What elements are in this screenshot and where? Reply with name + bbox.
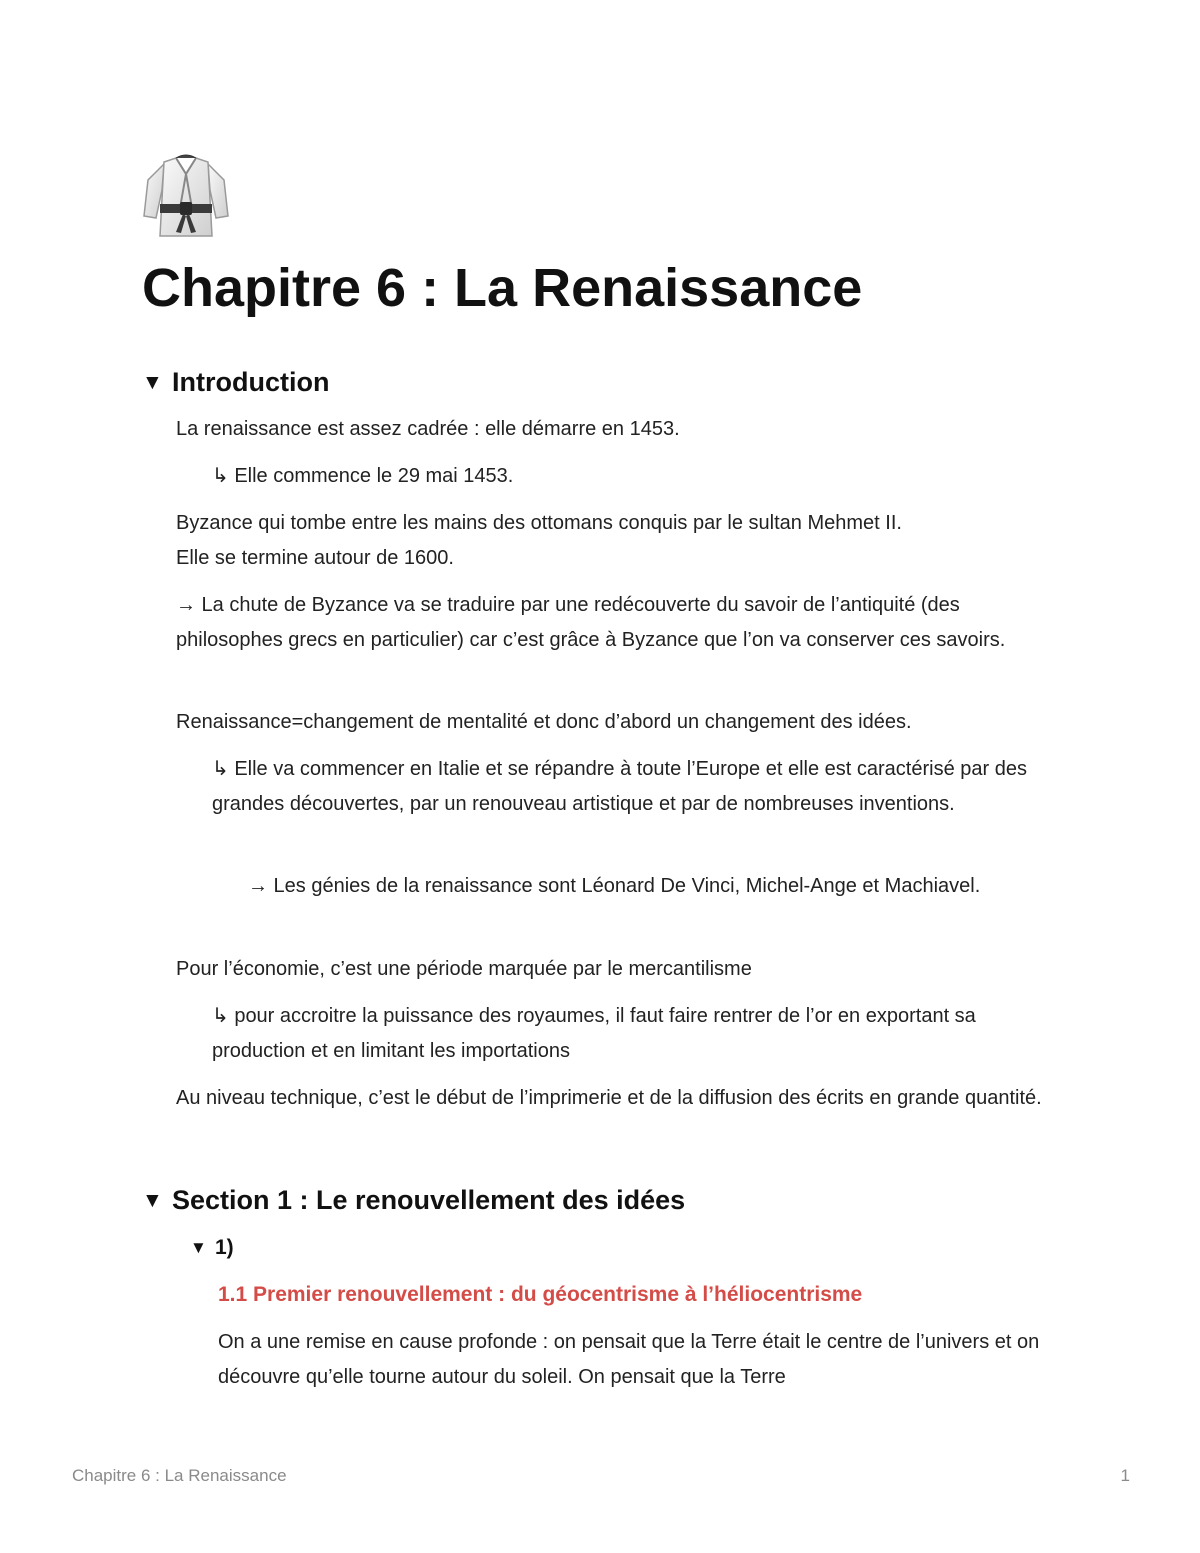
page-title: Chapitre 6 : La Renaissance — [142, 258, 863, 318]
subheading-1-1: 1.1 Premier renouvellement : du géocentrisme à l’héliocentrisme — [218, 1283, 863, 1306]
toggle-introduction-label: Introduction — [172, 367, 330, 397]
intro-paragraph-7: → Les génies de la renaissance sont Léonard De Vinci, Michel-Ange et Machiavel. — [248, 875, 981, 897]
toggle-section-1[interactable] — [142, 1182, 685, 1219]
toggle-introduction[interactable] — [142, 364, 329, 401]
intro-paragraph-9: ↳ pour accroitre la puissance des royaumes, il faut faire rentrer de l’or en exportant sa production et en limitant les importations — [212, 1005, 976, 1062]
toggle-subsection-1[interactable] — [190, 1233, 234, 1263]
intro-paragraph-4: → La chute de Byzance va se traduire par une redécouverte du savoir de l’antiquité (des philosophes grecs en particulier) car c’est grâce à Byzance que l’on va conserver ces savoirs. — [176, 594, 1006, 651]
footer-page-number: 1 — [1120, 1466, 1130, 1485]
intro-paragraph-5: Renaissance=changement de mentalité et donc d’abord un changement des idées. — [176, 711, 912, 733]
intro-paragraph-2: ↳ Elle commence le 29 mai 1453. — [212, 465, 514, 487]
intro-paragraph-10: Au niveau technique, c’est le début de l’imprimerie et de la diffusion des écrits en grande quantité. — [176, 1087, 1042, 1109]
toggle-triangle-icon[interactable]: ▼ — [190, 1238, 207, 1257]
intro-paragraph-1: La renaissance est assez cadrée : elle démarre en 1453. — [176, 418, 680, 440]
intro-paragraph-8: Pour l’économie, c’est une période marquée par le mercantilisme — [176, 958, 752, 980]
intro-paragraph-3b: Elle se termine autour de 1600. — [176, 547, 454, 569]
footer-title: Chapitre 6 : La Renaissance — [72, 1466, 287, 1485]
toggle-triangle-icon[interactable]: ▼ — [142, 1189, 163, 1212]
toggle-triangle-icon[interactable]: ▼ — [142, 371, 163, 394]
intro-paragraph-3a: Byzance qui tombe entre les mains des ottomans conquis par le sultan Mehmet II. — [176, 512, 902, 534]
toggle-section-1-label: Section 1 : Le renouvellement des idées — [172, 1185, 686, 1215]
toggle-subsection-1-label: 1) — [215, 1236, 234, 1259]
section1-paragraph-1: On a une remise en cause profonde : on pensait que la Terre était le centre de l’univers et on découvre qu’elle tourne autour du soleil. On pensait que la Terre — [218, 1331, 1040, 1388]
intro-paragraph-6: ↳ Elle va commencer en Italie et se répandre à toute l’Europe et elle est caractérisé par des grandes découvertes, par un renouveau artistique et par de nombreuses inventions. — [212, 758, 1027, 815]
judo-gi-icon — [140, 150, 232, 242]
